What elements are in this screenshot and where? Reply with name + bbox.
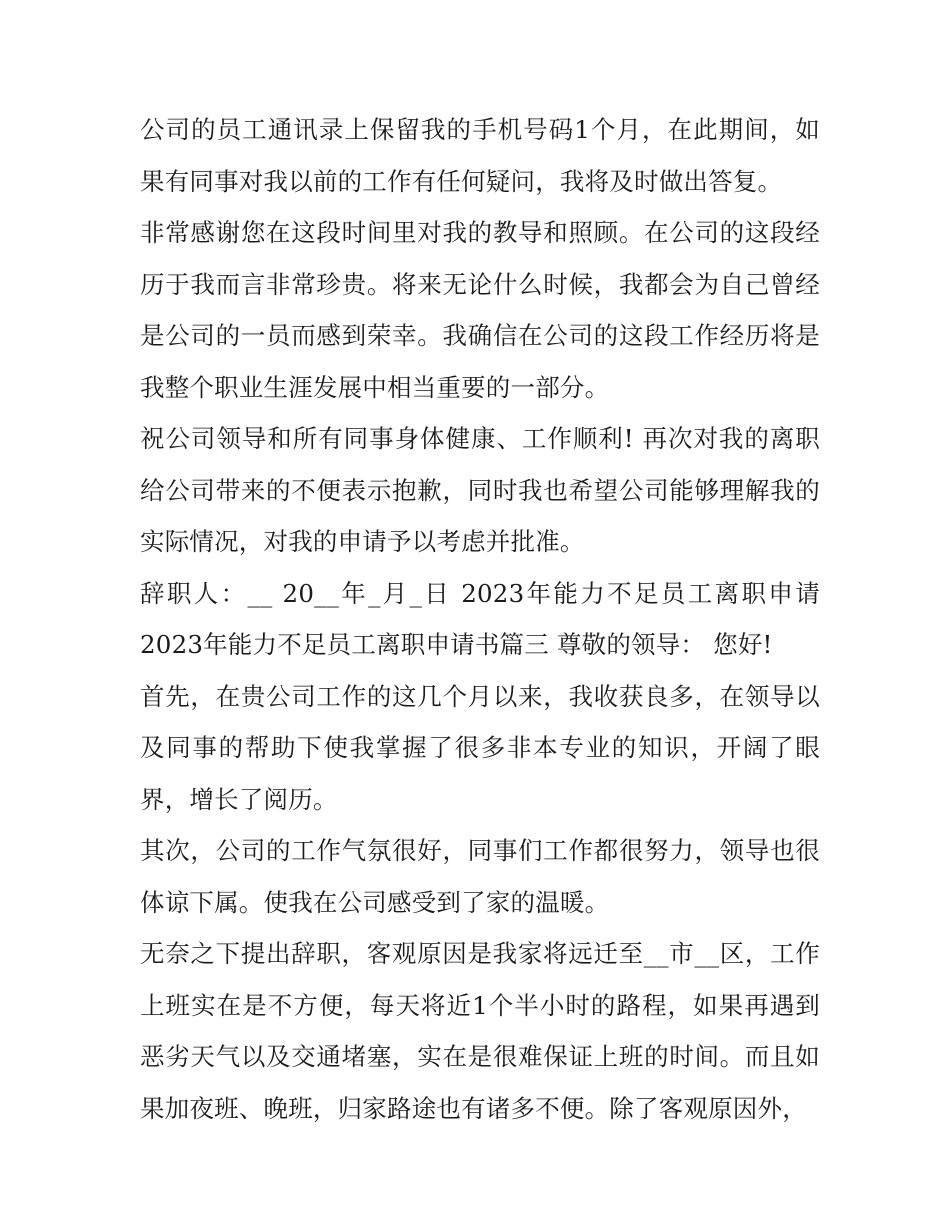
paragraph-signature-and-heading: 辞职人：__ 20__年_月_日 2023年能力不足员工离职申请 2023年能力不足员工离职申请书篇三 尊敬的领导： 您好! [140,578,820,659]
paragraph-wishes: 祝公司领导和所有同事身体健康、工作顺利! 再次对我的离职给公司带来的不便表示抱歉，同时我也希望公司能够理解我的实际情况，对我的申请予以考虑并批准。 [140,424,820,556]
paragraph-resignation-reason: 无奈之下提出辞职，客观原因是我家将远迁至__市__区，工作上班实在是不方便，每天将近1个半小时的路程，如果再遇到恶劣天气以及交通堵塞，实在是很难保证上班的时间。而且如果加夜班、晚班，归家路途也有诸多不便。除了客观原因外， [140,939,820,1123]
document-body [140,104,820,1134]
paragraph-first-reason: 首先，在贵公司工作的这几个月以来，我收获良多，在领导以及同事的帮助下使我掌握了很多非本专业的知识，开阔了眼界，增长了阅历。 [140,681,820,814]
paragraph-contact-retention: 公司的员工通讯录上保留我的手机号码1个月，在此期间，如果有同事对我以前的工作有任何疑问，我将及时做出答复。 [140,115,820,196]
paragraph-gratitude: 非常感谢您在这段时间里对我的教导和照顾。在公司的这段经历于我而言非常珍贵。将来无论什么时候，我都会为自己曾经是公司的一员而感到荣幸。我确信在公司的这段工作经历将是我整个职业生涯发展中相当重要的一部分。 [140,218,820,402]
paragraph-second-reason: 其次，公司的工作气氛很好，同事们工作都很努力，领导也很体谅下属。使我在公司感受到了家的温暖。 [140,836,820,917]
